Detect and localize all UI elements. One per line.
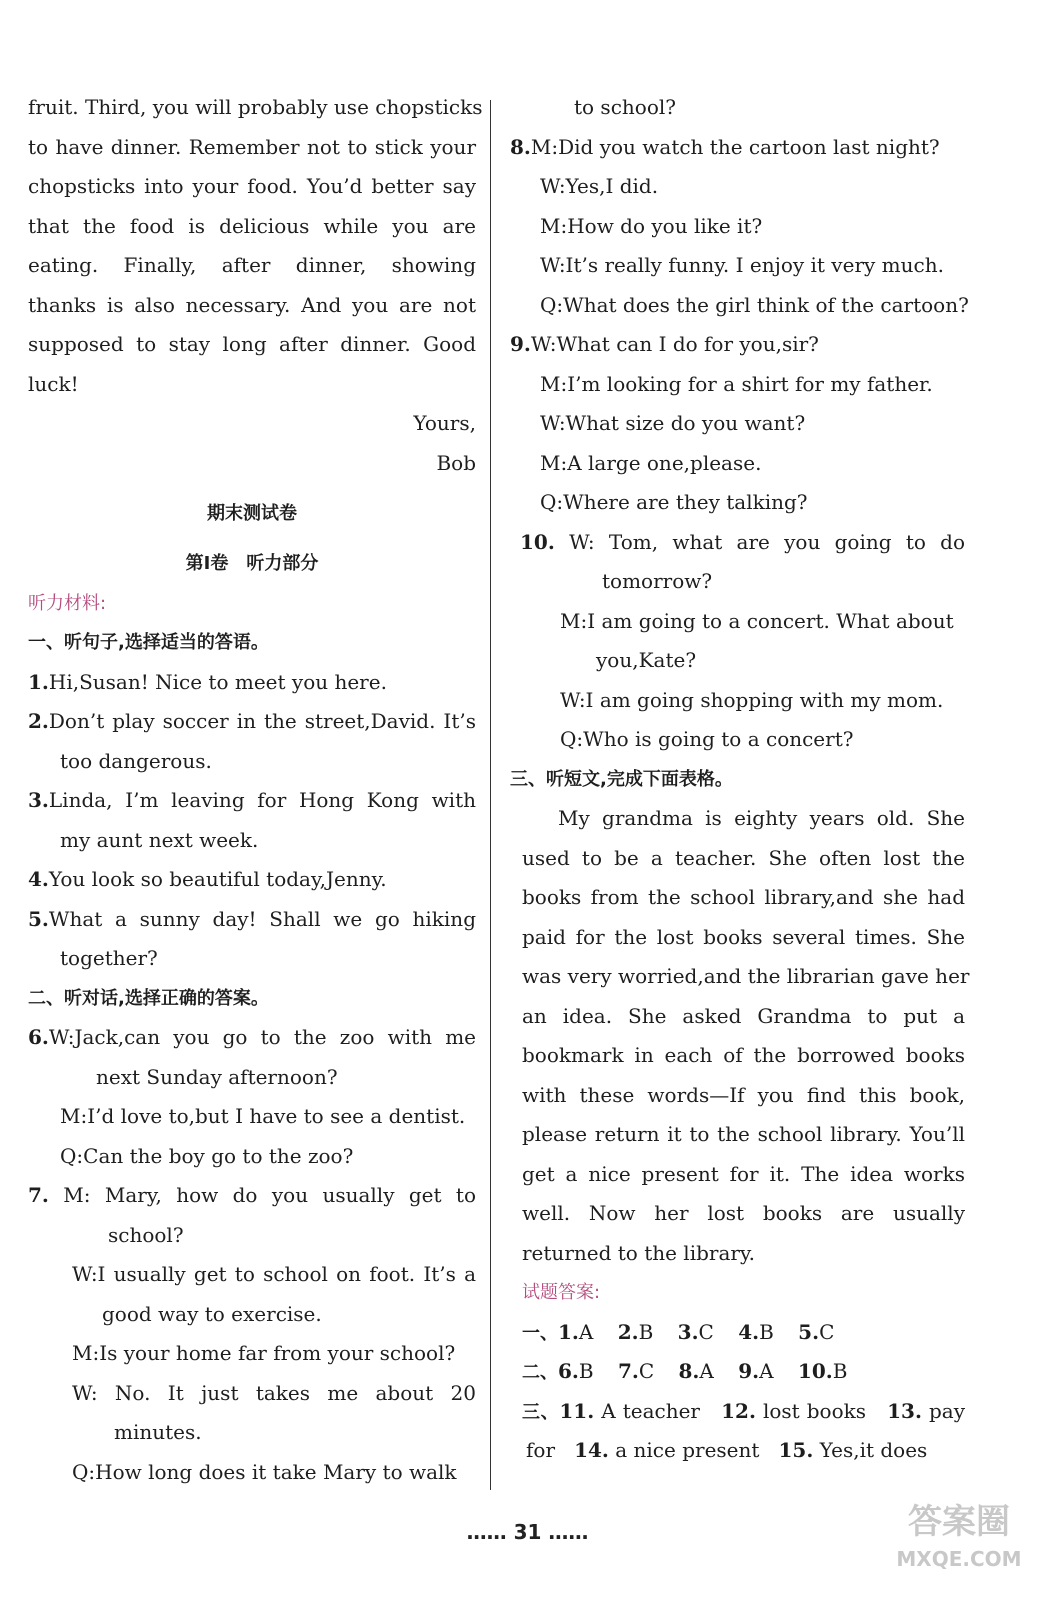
answer-item <box>798 1359 848 1383</box>
question-number: 8. <box>510 134 531 159</box>
answer-item <box>798 1320 834 1344</box>
answers-part2 <box>510 1352 965 1392</box>
passage-line: get a nice present for it. The idea works <box>522 1161 965 1186</box>
answer-number: 13. <box>887 1398 922 1423</box>
letter-line: chopsticks into your food. You’d better say <box>28 174 476 198</box>
letter-line: fruit. Third, you will probably use chopsticks <box>28 95 483 119</box>
column-divider <box>490 100 491 1490</box>
dialogue-question-cont: to school? <box>574 95 676 119</box>
part1-heading: 一、听句子,选择适当的答语。 <box>28 632 269 653</box>
dialogue-line-cont: school? <box>108 1222 184 1247</box>
letter-closing: Yours, <box>413 411 476 435</box>
exam-title: 期末测试卷 <box>207 503 297 524</box>
passage-line: books from the school library,and she had <box>522 885 965 909</box>
letter-line: that the food is delicious while you are <box>28 213 476 238</box>
dialogue-question: Q:What does the girl think of the cartoon? <box>540 292 969 317</box>
dialogue-line: M:A large one,please. <box>540 450 762 475</box>
answer-item <box>738 1320 774 1344</box>
dialogue-line: M:How do you like it? <box>540 213 763 238</box>
dialogue-line: W:It’s really funny. I enjoy it very much. <box>540 253 944 277</box>
passage-line: with these words—If you find this book, <box>522 1082 965 1107</box>
answer-item <box>558 1320 593 1344</box>
letter-line: eating. Finally, after dinner, showing <box>28 253 476 277</box>
answer-item <box>558 1359 594 1383</box>
part2-heading: 二、听对话,选择正确的答案。 <box>28 987 269 1009</box>
question-text: What a sunny day! Shall we go hiking <box>48 906 476 931</box>
answer-value: A <box>578 1319 594 1344</box>
answer-value: B <box>578 1359 594 1383</box>
answer-prefix: 一、 <box>522 1322 558 1344</box>
answers-part1 <box>510 1313 965 1353</box>
answer-number: 11. <box>559 1398 595 1423</box>
page-number: …… 31 …… <box>466 1520 589 1544</box>
dialogue-line: M:Did you watch the cartoon last night? <box>530 134 940 159</box>
letter-line: thanks is also necessary. And you are not <box>28 292 476 317</box>
question-number: 4. <box>28 867 49 891</box>
section-title: 第Ⅰ卷 听力部分 <box>185 553 319 574</box>
answer-number: 12. <box>721 1398 756 1423</box>
dialogue-question: Q:How long does it take Mary to walk <box>72 1459 457 1484</box>
answer-item <box>618 1359 654 1383</box>
question-number: 10. <box>520 529 555 554</box>
dialogue-line-cont: you,Kate? <box>596 648 697 672</box>
letter-line: to have dinner. Remember not to stick your <box>28 134 476 159</box>
answer-item <box>618 1320 654 1344</box>
dialogue-line: W:Jack,can you go to the zoo with me <box>48 1025 476 1049</box>
dialogue-line-cont: good way to exercise. <box>102 1301 322 1326</box>
passage-line: used to be a teacher. She often lost the <box>522 845 965 870</box>
answer-number: 2. <box>617 1319 639 1344</box>
dialogue-question: Q:Can the boy go to the zoo? <box>60 1143 354 1168</box>
answer-prefix: 二、 <box>522 1362 558 1383</box>
passage-line: was very worried,and the librarian gave her <box>522 964 970 988</box>
part3-heading: 三、听短文,完成下面表格。 <box>510 768 733 790</box>
passage-line: well. Now her lost books are usually <box>522 1201 965 1225</box>
passage-line: paid for the lost books several times. She <box>522 924 965 949</box>
watermark-url: MXQE.COM <box>896 1547 1022 1571</box>
answer-value: A <box>759 1359 774 1383</box>
question-number: 5. <box>28 906 49 931</box>
dialogue-line: W: Tom, what are you going to do <box>569 529 966 554</box>
answer-value: B <box>638 1319 654 1344</box>
dialogue-line: W:I am going shopping with my mom. <box>560 687 944 712</box>
question-3-cont: my aunt next week. <box>60 827 259 852</box>
dialogue-line: M:I’d love to,but I have to see a dentist. <box>60 1104 466 1128</box>
dialogue-line: M:I am going to a concert. What about <box>560 608 954 633</box>
dialogue-question: Q:Who is going to a concert? <box>560 727 854 751</box>
answer-item <box>738 1359 773 1383</box>
answer-value: B <box>759 1319 774 1344</box>
answer-number: 5. <box>798 1319 820 1344</box>
passage-line: please return it to the school library. You’ll <box>522 1122 965 1146</box>
answer-number: 15. <box>778 1438 814 1462</box>
question-10 <box>510 523 965 563</box>
answer-value: C <box>698 1319 714 1344</box>
question-6 <box>28 1018 476 1058</box>
question-number: 9. <box>510 332 531 356</box>
question-number: 7. <box>28 1183 49 1207</box>
question-number: 3. <box>28 788 49 812</box>
question-text: Linda, I’m leaving for Hong Kong with <box>48 788 476 812</box>
dialogue-question: Q:Where are they talking? <box>540 490 808 514</box>
question-2-cont: too dangerous. <box>60 748 212 773</box>
question-1 <box>28 663 476 703</box>
question-text: Hi,Susan! Nice to meet you here. <box>48 669 387 694</box>
question-number: 2. <box>28 709 49 733</box>
answer-value: pay <box>928 1398 966 1423</box>
dialogue-line: M:Is your home far from your school? <box>72 1341 456 1365</box>
answer-number: 10. <box>797 1359 833 1383</box>
question-5 <box>28 900 476 940</box>
answers-part3-cont <box>510 1431 965 1471</box>
answer-value: B <box>832 1359 848 1383</box>
question-number: 6. <box>28 1025 49 1049</box>
dialogue-line-cont: next Sunday afternoon? <box>96 1064 338 1089</box>
answer-value: A teacher <box>601 1398 700 1423</box>
dialogue-line: W:What size do you want? <box>540 411 806 435</box>
watermark-logo <box>889 1500 1029 1590</box>
question-9 <box>510 325 965 365</box>
letter-signature: Bob <box>436 450 476 475</box>
answer-value: C <box>819 1319 835 1344</box>
question-number: 1. <box>28 669 49 694</box>
answer-value: A <box>699 1359 714 1383</box>
answer-value: a nice present <box>615 1438 760 1462</box>
dialogue-line: W: No. It just takes me about 20 <box>72 1380 476 1405</box>
dialogue-line: W:Yes,I did. <box>540 174 659 198</box>
dialogue-line-cont: tomorrow? <box>602 569 713 593</box>
question-7 <box>28 1176 476 1216</box>
dialogue-line-cont: minutes. <box>114 1420 202 1444</box>
question-8 <box>510 128 965 168</box>
answer-item <box>679 1359 714 1383</box>
question-3 <box>28 781 476 821</box>
answer-number: 8. <box>678 1359 700 1383</box>
answer-number: 9. <box>738 1359 760 1383</box>
passage-line: bookmark in each of the borrowed books <box>522 1043 965 1067</box>
answer-number: 4. <box>738 1319 760 1344</box>
answer-number: 3. <box>677 1319 699 1344</box>
answer-value: for <box>526 1438 556 1462</box>
answer-number: 1. <box>558 1319 579 1344</box>
question-text: Don’t play soccer in the street,David. It’s <box>48 709 476 733</box>
dialogue-line: M:I’m looking for a shirt for my father. <box>540 371 933 396</box>
letter-line: supposed to stay long after dinner. Good <box>28 332 476 356</box>
answers-part3 <box>510 1392 965 1432</box>
passage-line: My grandma is eighty years old. She <box>558 806 965 830</box>
dialogue-line: M: Mary, how do you usually get to <box>63 1183 476 1207</box>
answer-number: 6. <box>558 1359 579 1383</box>
answer-number: 7. <box>617 1359 639 1383</box>
left-column <box>28 88 483 1492</box>
answer-prefix: 三、 <box>522 1401 560 1423</box>
letter-line: luck! <box>28 371 79 396</box>
answer-value: Yes,it does <box>819 1438 928 1462</box>
passage-line: an idea. She asked Grandma to put a <box>522 1003 965 1028</box>
right-column <box>510 88 970 1471</box>
question-5-cont: together? <box>60 946 158 970</box>
dialogue-line: W:I usually get to school on foot. It’s a <box>72 1262 476 1286</box>
answers-label: 试题答案: <box>522 1282 601 1303</box>
answer-item <box>678 1320 714 1344</box>
watermark-text: 答案圈 <box>908 1502 1010 1542</box>
question-4 <box>28 860 476 900</box>
materials-label: 听力材料: <box>28 592 107 614</box>
passage-line: returned to the library. <box>522 1240 755 1265</box>
answer-value: C <box>638 1359 655 1383</box>
question-2 <box>28 702 476 742</box>
answer-number: 14. <box>574 1438 609 1462</box>
answer-value: lost books <box>762 1398 867 1423</box>
dialogue-line: W:What can I do for you,sir? <box>530 332 819 356</box>
question-text: You look so beautiful today,Jenny. <box>48 867 387 891</box>
